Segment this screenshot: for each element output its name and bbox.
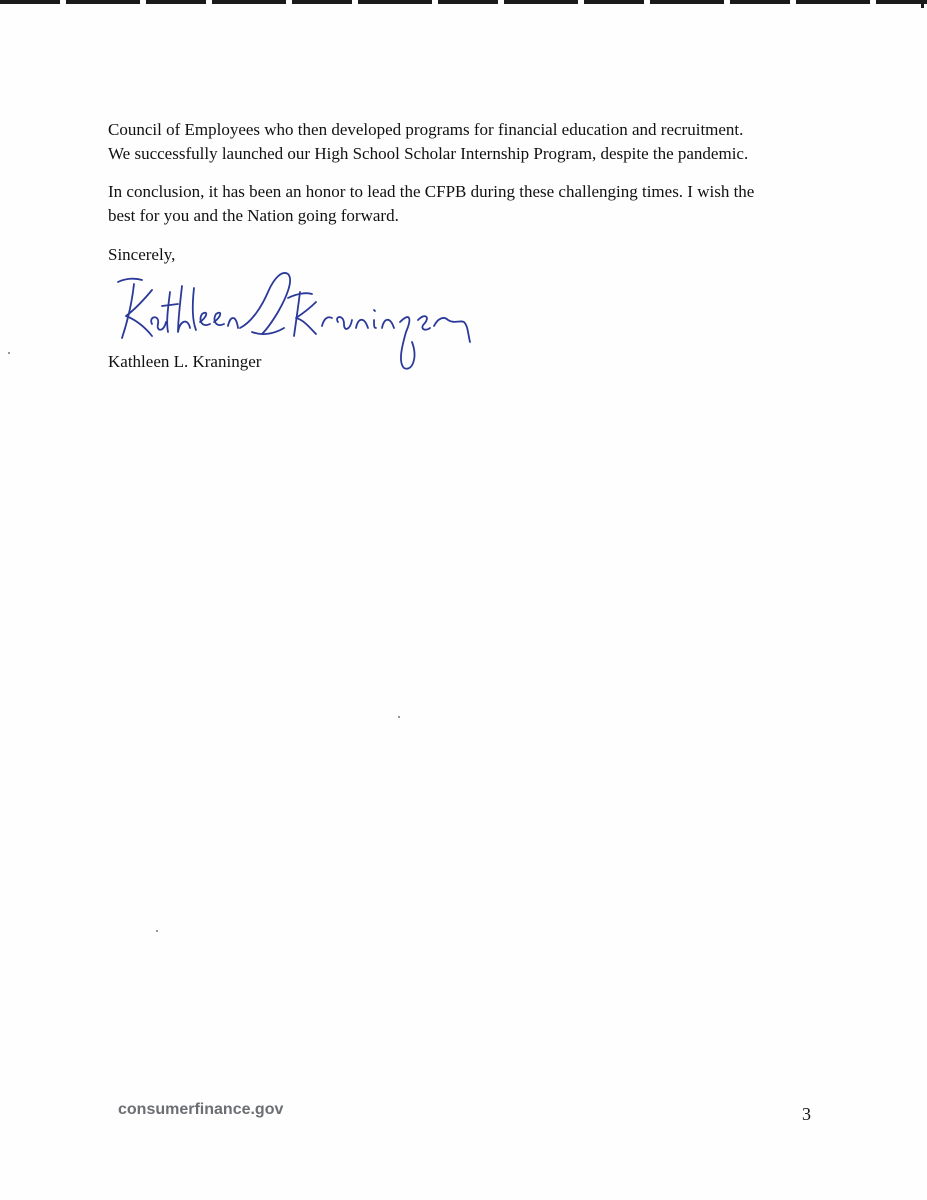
body-paragraph-1 <box>108 118 828 166</box>
scan-speck <box>156 930 158 932</box>
scan-speck <box>8 352 10 354</box>
paragraph-line: best for you and the Nation going forward. <box>108 206 399 225</box>
closing-salutation: Sincerely, <box>108 245 176 264</box>
paragraph-line: In conclusion, it has been an honor to lead the CFPB during these challenging times. I wish the <box>108 182 755 201</box>
paragraph-line: Council of Employees who then developed programs for financial education and recruitment. <box>108 120 744 139</box>
page-number: 3 <box>802 1104 811 1124</box>
body-paragraph-2 <box>108 180 828 228</box>
footer-website: consumerfinance.gov <box>118 1101 284 1118</box>
paragraph-line: We successfully launched our High School Scholar Internship Program, despite the pandemic. <box>108 144 749 163</box>
scan-top-edge <box>0 0 927 4</box>
signer-name: Kathleen L. Kraninger <box>108 352 262 371</box>
scan-edge-mark <box>921 0 924 8</box>
scan-speck <box>398 716 400 718</box>
